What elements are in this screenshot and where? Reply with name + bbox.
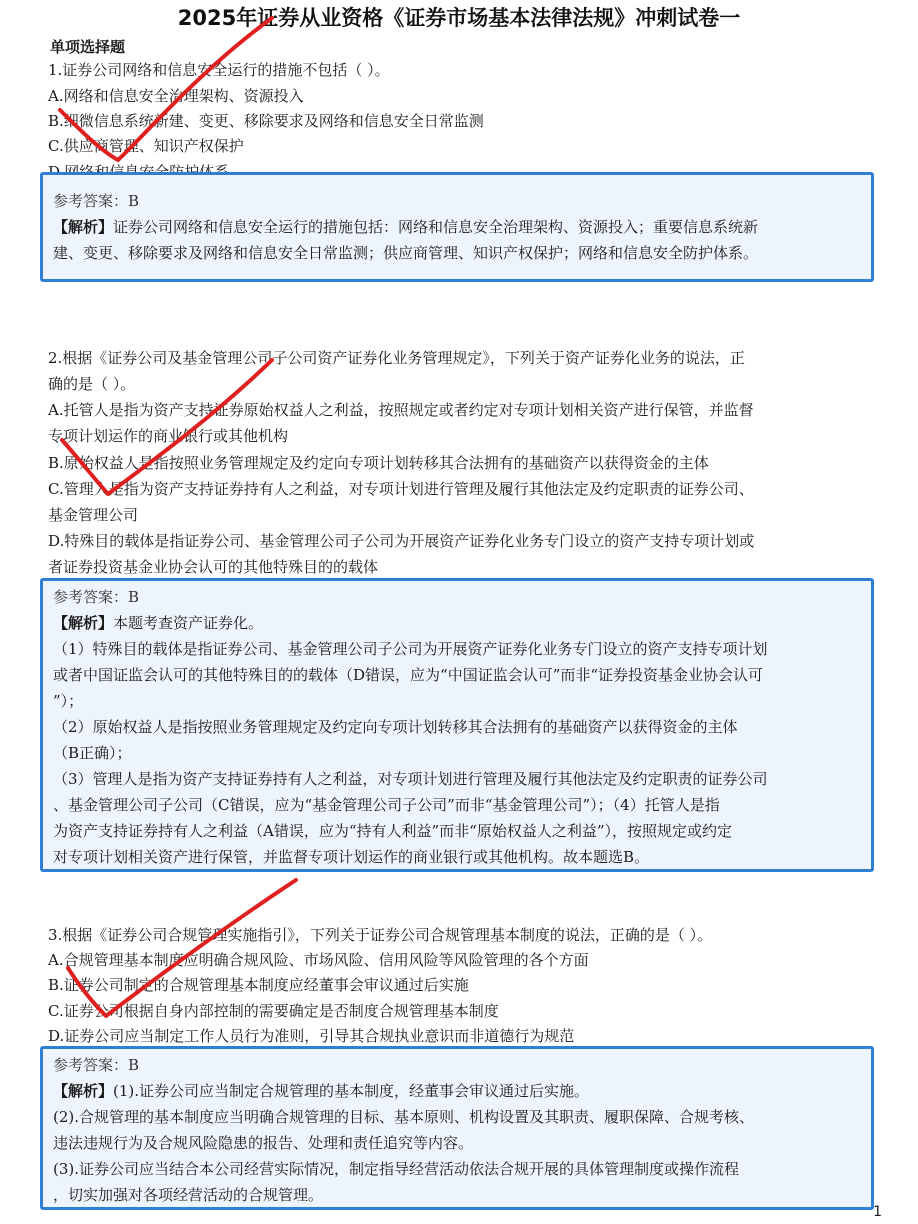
q2-answer-box [40,578,874,872]
q1-stem: 1.证券公司网络和信息安全运行的措施不包括（ ）。 [48,61,390,79]
q2-option-a-line-2: 专项计划运作的商业银行或其他机构 [48,427,289,445]
q2-option-c-line-2: 基金管理公司 [48,506,139,524]
q2-analysis-line-6: （3）管理人是指为资产支持证券持有人之利益，对专项计划进行管理及履行其他法定及约定职责的证券公司 [53,770,768,788]
q2-answer: 参考答案：B [53,588,140,606]
q1-option-c: C.供应商管理、知识产权保护 [48,137,244,155]
q1-analysis-line-1 [53,215,758,239]
q2-option-d-line-2: 者证券投资基金业协会认可的其他特殊目的的载体 [48,558,379,576]
q2-analysis-first: 本题考查资产证券化。 [113,614,264,632]
page-title: 2025年证券从业资格《证券市场基本法律法规》冲刺试卷一 [177,6,741,30]
q2-analysis-line-9: 对专项计划相关资产进行保管，并监督专项计划运作的商业银行或其他机构。故本题选B。 [53,848,650,866]
q1-answer-box [40,172,874,282]
q2-analysis-line-2: 或者中国证监会认可的其他特殊目的的载体（D错误，应为“中国证监会认可”而非“证券投资基金业协会认可 [53,666,764,684]
q3-analysis-line-3: (3).证券公司应当结合本公司经营实际情况，制定指导经营活动依法合规开展的具体管理制度或操作流程 [53,1160,740,1178]
q2-analysis-line-4: （2）原始权益人是指按照业务管理规定及约定向专项计划转移其合法拥有的基础资产以获得资金的主体 [53,718,738,736]
q2-option-b: B.原始权益人是指按照业务管理规定及约定向专项计划转移其合法拥有的基础资产以获得资金的主体 [48,454,709,472]
q3-analysis-line-2: 违法违规行为及合规风险隐患的报告、处理和责任追究等内容。 [53,1134,474,1152]
q3-answer: 参考答案：B [53,1056,140,1074]
q3-analysis-intro [53,1079,589,1103]
q2-analysis-intro [53,611,263,635]
q1-analysis-tag: 【解析】 [53,218,114,236]
q3-option-a: A.合规管理基本制度应明确合规风险、市场风险、信用风险等风险管理的各个方面 [48,951,589,969]
q1-answer: 参考答案：B [53,192,140,210]
q3-stem: 3.根据《证券公司合规管理实施指引》，下列关于证券公司合规管理基本制度的说法，正确的是（ ）。 [48,926,713,944]
q2-option-c-line-1: C.管理人是指为资产支持证券持有人之利益，对专项计划进行管理及履行其他法定及约定职责的证券公司、 [48,480,754,498]
q3-analysis-line-4: ，切实加强对各项经营活动的合规管理。 [53,1186,324,1204]
q3-analysis-line-1: (2).合规管理的基本制度应当明确合规管理的目标、基本原则、机构设置及其职责、履职保障、合规考核、 [53,1108,755,1126]
q2-option-d-line-1: D.特殊目的载体是指证券公司、基金管理公司子公司为开展资产证券化业务专门设立的资产支持专项计划或 [48,532,755,550]
q2-option-a-line-1: A.托管人是指为资产支持证券原始权益人之利益，按照规定或者约定对专项计划相关资产进行保管，并监督 [48,401,754,419]
q3-analysis-first: (1).证券公司应当制定合规管理的基本制度，经董事会审议通过后实施。 [113,1082,590,1100]
page-number: 1 [873,1204,882,1220]
q2-analysis-line-7: 、基金管理公司子公司（C错误，应为“基金管理公司子公司”而非“基金管理公司”）；（4）托管人是指 [53,796,720,814]
q2-analysis-line-8: 为资产支持证券持有人之利益（A错误，应为“持有人利益”而非“原始权益人之利益”），按照规定或约定 [53,822,733,840]
q2-stem-line-1: 2.根据《证券公司及基金管理公司子公司资产证券化业务管理规定》，下列关于资产证券化业务的说法，正 [48,349,745,367]
q2-analysis-line-5: （B正确）； [53,744,132,762]
q3-option-d: D.证券公司应当制定工作人员行为准则，引导其合规执业意识而非道德行为规范 [48,1027,575,1045]
q3-option-b: B.证券公司制定的合规管理基本制度应经董事会审议通过后实施 [48,976,469,994]
q2-analysis-line-3: ”）； [53,692,84,710]
q3-answer-box [40,1046,874,1210]
q2-stem-line-2: 确的是（ ）。 [48,375,136,393]
q3-option-c: C.证券公司根据自身内部控制的需要确定是否制度合规管理基本制度 [48,1002,499,1020]
q1-analysis-line-2: 建、变更、移除要求及网络和信息安全日常监测；供应商管理、知识产权保护；网络和信息安全防护体系。 [53,244,759,262]
q1-option-a: A.网络和信息安全治理架构、资源投入 [48,87,304,105]
q1-option-b: B.细微信息系统新建、变更、移除要求及网络和信息安全日常监测 [48,112,484,130]
section-heading: 单项选择题 [50,38,126,56]
q2-analysis-tag: 【解析】 [53,614,114,632]
q3-analysis-tag: 【解析】 [53,1082,114,1100]
q2-analysis-line-1: （1）特殊目的载体是指证券公司、基金管理公司子公司为开展资产证券化业务专门设立的资产支持专项计划 [53,640,768,658]
q1-analysis-text-1: 证券公司网络和信息安全运行的措施包括：网络和信息安全治理架构、资源投入；重要信息系统新 [113,218,759,236]
